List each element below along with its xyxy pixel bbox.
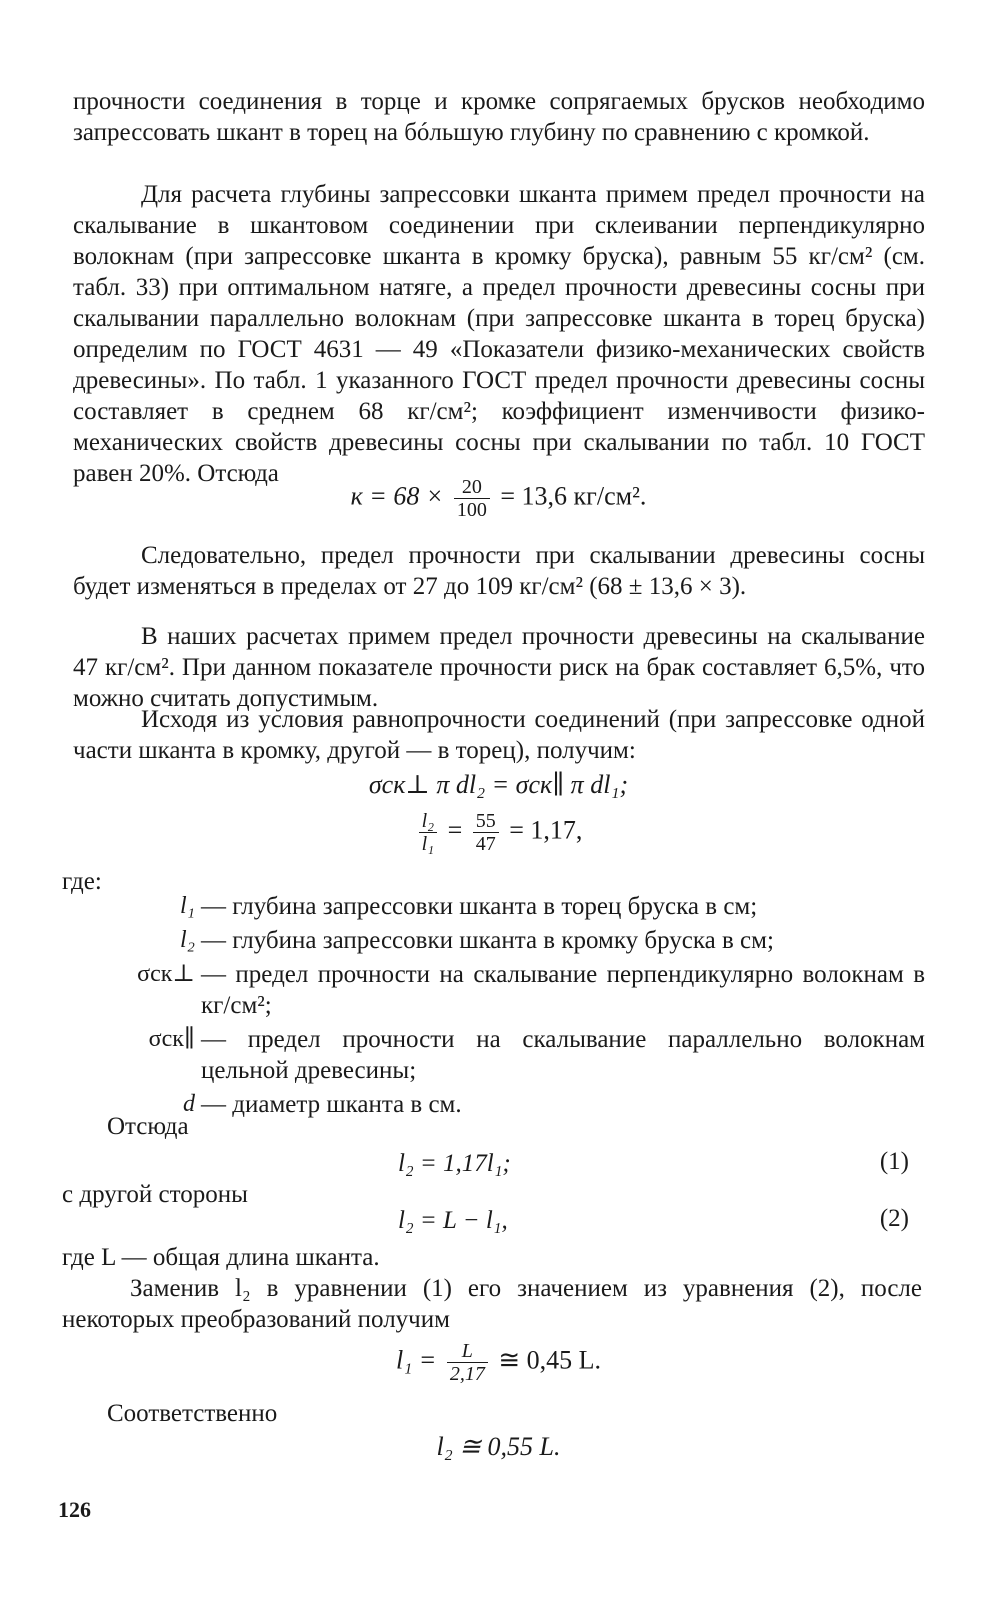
definition-text: — глубина запрессовки шканта в торец бруска в см; — [201, 893, 758, 920]
definition-symbol: σск∥ — [148, 1026, 195, 1052]
equation-2: l₂ = L − l₁, — [398, 1207, 508, 1234]
other-side-label: с другой стороны — [62, 1181, 248, 1208]
formula-l1 — [0, 1340, 997, 1385]
definition-text: — диаметр шканта в см. — [201, 1091, 462, 1118]
definition-text: — предел прочности на скалывание перпендикулярно волокнам в кг/см²; — [201, 961, 925, 1019]
formula-k-lhs: к = 68 × — [350, 481, 444, 511]
formula-ratio-den2: 47 — [475, 833, 496, 855]
formula-k-fraction — [454, 476, 490, 521]
formula-l1-numerator: L — [447, 1340, 488, 1363]
definition-text: — глубина запрессовки шканта в кромку бруска в см; — [201, 927, 774, 954]
paragraph-calculation: Для расчета глубины запрессовки шканта примем предел прочности на скалывание в шкантовом соединении при склеивании перпендикулярно волокнам (при запрессовке шканта в кромку бруска), равным 55 кг/см² (см. табл. 33) при оптимальном натяге, а предел прочности древесины сосны при скалывании параллельно волокнам (при запрессовке шканта в торец бруска) определим по ГОСТ 4631 — 49 «Показатели физико-механических свойств древесины». По табл. 1 указанного ГОСТ предел прочности древесины сосны составляет в среднем 68 кг/см²; коэффициент изменчивости физико-механических свойств древесины сосны при скалывании по табл. 10 ГОСТ равен 20%. Отсюда — [73, 181, 925, 487]
definition-row — [115, 959, 925, 1021]
where-L-label: где L — общая длина шканта. — [62, 1244, 380, 1271]
formula-k-denominator: 100 — [456, 499, 487, 521]
formula-ratio-fraction-numeric — [473, 810, 499, 855]
formula-l1-rhs: ≅ 0,45 L. — [498, 1345, 601, 1375]
definition-row — [115, 1089, 925, 1120]
formula-strength-text: σск⊥ π dl₂ = σск∥ π dl₁; — [368, 770, 629, 799]
paragraph-equal-strength: Исходя из условия равнопрочности соединений (при запрессовке одной части шканта в кромку, другой — в торец), получим: — [73, 706, 925, 764]
formula-l1-lhs: l₁ = — [396, 1345, 437, 1375]
formula-ratio — [0, 810, 997, 855]
formula-l1-denominator: 2,17 — [449, 1363, 485, 1385]
hence-label: Отсюда — [107, 1113, 189, 1140]
definition-row — [115, 891, 925, 922]
formula-ratio-fraction-l — [419, 810, 438, 855]
definition-symbol: l₂ — [179, 927, 195, 953]
formula-ratio-num1: l₂ — [419, 810, 438, 833]
formula-ratio-equals: = — [447, 815, 463, 845]
formula-l2-final: l₂ ≅ 0,55 L. — [436, 1432, 561, 1461]
definition-symbol: σск⊥ — [137, 961, 195, 987]
definition-text: — предел прочности на скалывание параллельно волокнам цельной древесины; — [201, 1026, 925, 1084]
formula-k-rhs: = 13,6 кг/см². — [500, 481, 647, 511]
equation-1: l₂ = 1,17l₁; — [398, 1150, 511, 1177]
formula-ratio-num2: 55 — [473, 810, 499, 833]
correspondingly-label: Соответственно — [107, 1400, 278, 1427]
definitions-list — [115, 891, 925, 1123]
definition-symbol: d — [183, 1091, 195, 1117]
definition-row — [115, 925, 925, 956]
equation-1-number: (1) — [879, 1148, 909, 1175]
page-number: 126 — [58, 1497, 91, 1522]
formula-ratio-rhs: = 1,17, — [509, 815, 583, 845]
paragraph-our-calculations: В наших расчетах примем предел прочности древесины на скалывание 47 кг/см². При данном показателе прочности риск на брак составляет 6,5%, что можно считать допустимым. — [73, 623, 925, 712]
definition-row — [115, 1024, 925, 1086]
where-label: где: — [62, 868, 102, 895]
definition-symbol: l₁ — [179, 893, 195, 919]
formula-k-numerator: 20 — [454, 476, 490, 499]
formula-l1-fraction — [447, 1340, 488, 1385]
formula-ratio-den1: l₁ — [421, 833, 435, 855]
paragraph-substitution: Заменив l₂ в уравнении (1) его значением из уравнения (2), после некоторых преобразований получим — [62, 1275, 922, 1333]
paragraph-consequently: Следовательно, предел прочности при скалывании древесины сосны будет изменяться в пределах от 27 до 109 кг/см² (68 ± 13,6 × 3). — [73, 542, 925, 600]
equation-2-number: (2) — [879, 1205, 909, 1232]
paragraph-intro: прочности соединения в торце и кромке сопрягаемых брусков необходимо запрессовать шкант в торец на бóльшую глубину по сравнению с кромкой. — [73, 88, 925, 146]
formula-k — [0, 476, 997, 521]
formula-strength-equality — [0, 770, 997, 800]
